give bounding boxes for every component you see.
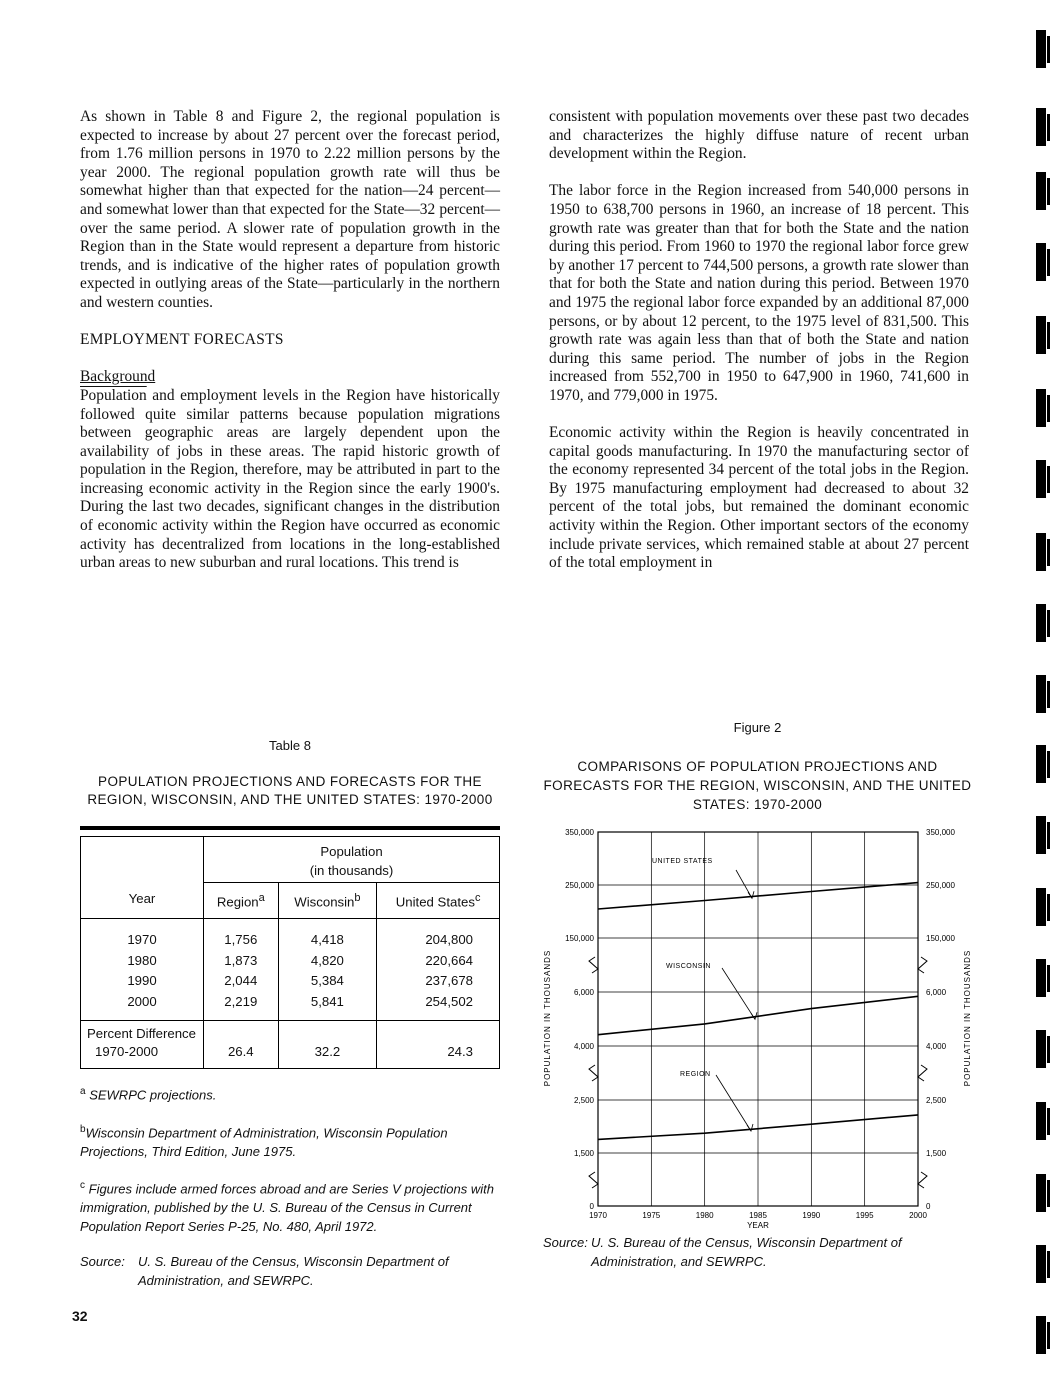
- population-chart: [530, 818, 980, 1228]
- table-row: [81, 971, 500, 992]
- percent-difference-label-line2: 1970-2000: [95, 1044, 159, 1060]
- source-label: Source:: [543, 1235, 588, 1250]
- population-table: [80, 836, 500, 1069]
- footnote-a: [80, 1083, 500, 1105]
- y-tick-label-right: 150,000: [926, 934, 955, 943]
- region-header-text: Region: [216, 894, 259, 910]
- paragraph-lead-word: Population: [80, 386, 147, 404]
- region-header: [204, 883, 279, 919]
- binding-mark: [1036, 1030, 1046, 1068]
- footnote-marker: c: [474, 892, 481, 905]
- y-axis-label-left: POPULATION IN THOUSANDS: [543, 949, 552, 1087]
- y-tick-label-left: 150,000: [565, 934, 594, 943]
- axis-break-mark: [918, 957, 927, 973]
- units-header: (in thousands): [309, 862, 394, 878]
- wisconsin-cell: 4,820: [278, 951, 377, 972]
- table-header-row: [81, 837, 500, 883]
- y-tick-label-right: 250,000: [926, 881, 955, 890]
- binding-mark: [1036, 604, 1046, 642]
- paragraph-body: and employment levels in the Region have historically followed quite similar patterns because population migrations between geographic areas are largely dependent upon the availability of jobs in these areas. The rapid historic growth of population in the Region, therefore, may be attributed in part to the increasing economic activity in the Region since the early 1900's. During the last two decades, significant changes in the distribution of economic activity within the Region have occurred as economic activity has decentralized from locations in the long-established urban areas to new suburban and rural locations. This trend is: [80, 386, 500, 572]
- region-cell: 1,873: [204, 951, 279, 972]
- series-label: REGION: [680, 1071, 711, 1078]
- footnote-c: [80, 1177, 500, 1236]
- x-tick-label: 1995: [855, 1211, 874, 1220]
- footnote-text: SEWRPC projections.: [89, 1087, 217, 1103]
- continuation-paragraph: consistent with population movements over these past two decades and characterizes the highly diffuse nature of recent urban development within the Region.: [549, 108, 969, 163]
- y-tick-label-left: 350,000: [565, 828, 594, 837]
- binding-mark: [1036, 1102, 1046, 1140]
- leader-arrowhead: [751, 1012, 757, 1019]
- figure-source: [543, 1233, 968, 1271]
- table-8: [80, 738, 500, 1290]
- y-tick-label-left: 250,000: [565, 881, 594, 890]
- section-heading: EMPLOYMENT FORECASTS: [80, 331, 284, 349]
- footnote-marker: b: [354, 892, 361, 905]
- x-tick-label: 1985: [749, 1211, 767, 1220]
- us-cell: 220,664: [377, 951, 500, 972]
- y-tick-label-left: 4,000: [573, 1042, 594, 1051]
- wisconsin-pct-cell: 32.2: [278, 1020, 377, 1068]
- table-label: Table 8: [269, 738, 311, 753]
- region-cell: 2,219: [204, 992, 279, 1020]
- footnote-text: Figures include armed forces abroad and are Series V projections with immigration, published by the U. S. Bureau of the Census in Current Population Report Series P-25, No. 480, April 1972.: [80, 1181, 494, 1234]
- x-tick-label: 1990: [802, 1211, 821, 1220]
- population-paragraph: As shown in Table 8 and Figure 2, the regional population is expected to increase by about 27 percent over the forecast period, from 1.76 million persons in 1970 to 2.22 million persons by the year 2000. The regional population growth rate will thus be somewhat higher than that expected for the nation—24 percent—and somewhat lower than that expected for the State—32 percent—over the same period. A slower rate of population growth in the Region than in the State would represent a departure from historic trends, and is indicative of the higher rates of population growth expected in outlying areas of the State—particularly in the northern and western counties.: [80, 108, 500, 311]
- year-cell: 1990: [81, 971, 204, 992]
- axis-break-mark: [589, 1065, 598, 1081]
- year-cell: 1970: [81, 919, 204, 951]
- binding-mark: [1036, 172, 1046, 210]
- table-title: POPULATION PROJECTIONS AND FORECASTS FOR THE REGION, WISCONSIN, AND THE UNITED STATES: 1970-2000: [87, 774, 493, 807]
- footnote-text: Wisconsin Department of Administration, Wisconsin Population Projections, Third Edition, June 1975.: [80, 1124, 448, 1159]
- wisconsin-header: [278, 883, 377, 919]
- wisconsin-cell: 5,384: [278, 971, 377, 992]
- us-header-text: United States: [395, 894, 475, 910]
- y-tick-label-right: 350,000: [926, 828, 955, 837]
- series-label-leader: [722, 968, 755, 1019]
- percent-difference-label-line1: Percent Difference: [87, 1025, 196, 1041]
- series-label: UNITED STATES: [652, 858, 713, 865]
- y-tick-label-left: 0: [589, 1202, 594, 1211]
- binding-mark: [1036, 108, 1046, 146]
- percent-difference-row: [81, 1020, 500, 1068]
- axis-break-mark: [589, 1172, 598, 1188]
- binding-mark: [1036, 888, 1046, 926]
- labor-force-paragraph: The labor force in the Region increased from 540,000 persons in 1950 to 638,700 persons in 1960, an increase of 18 percent. This growth rate was greater than that for both the State and the nation during this period. From 1960 to 1970 the regional labor force grew by another 17 percent to 744,500 persons, a growth rate slower than that for both the State and nation during this period. Between 1970 and 1975 the regional labor force expanded by an additional 87,000 persons, or by about 12 percent, to the 1975 level of 831,500. This growth rate was again less than that of both the State and nation during this same period. The number of jobs in the Region increased from 552,700 in 1950 to 647,900 in 1960, 741,600 in 1970, and 779,000 in 1975.: [549, 182, 969, 404]
- us-header: [377, 883, 500, 919]
- table-top-rule: [80, 826, 500, 830]
- table-row: [81, 951, 500, 972]
- axis-break-mark: [589, 957, 598, 973]
- binding-mark: [1036, 533, 1046, 571]
- y-tick-label-right: 6,000: [926, 988, 947, 997]
- y-tick-label-left: 1,500: [573, 1149, 594, 1158]
- us-cell: 254,502: [377, 992, 500, 1020]
- binding-mark: [1036, 745, 1046, 783]
- subsection-heading: Background: [80, 368, 156, 386]
- x-tick-label: 1975: [642, 1211, 661, 1220]
- series-label: WISCONSIN: [666, 963, 711, 970]
- y-tick-label-right: 1,500: [926, 1149, 947, 1158]
- population-header: Population: [320, 844, 383, 859]
- background-paragraph: [80, 387, 500, 573]
- binding-mark: [1036, 460, 1046, 498]
- binding-mark: [1036, 243, 1046, 281]
- economic-activity-paragraph: Economic activity within the Region is heavily concentrated in capital goods manufacturing. In 1970 the manufacturing sector of the economy represented 34 percent of the total jobs in the Region. By 1975 manufacturing employment had decreased to about 32 percent of the total jobs, but remained the dominant economic activity within the Region. Other important sectors of the economy include private services, which remained stable at about 27 percent of the total employment in: [549, 424, 969, 572]
- region-cell: 1,756: [204, 919, 279, 951]
- left-text-column: [80, 108, 500, 591]
- axis-break-mark: [918, 1065, 927, 1081]
- wisconsin-cell: 4,418: [278, 919, 377, 951]
- region-pct-cell: 26.4: [204, 1020, 279, 1068]
- figure-label: Figure 2: [733, 720, 782, 735]
- figure-title: COMPARISONS OF POPULATION PROJECTIONS AND FORECASTS FOR THE REGION, WISCONSIN, AND THE UNITED STATES: 1970-2000: [543, 759, 972, 812]
- source-label: Source:: [80, 1254, 125, 1270]
- percent-difference-label: [81, 1020, 204, 1068]
- table-row: [81, 919, 500, 951]
- region-cell: 2,044: [204, 971, 279, 992]
- page-number: 32: [72, 1308, 88, 1324]
- year-cell: 2000: [81, 992, 204, 1020]
- x-axis-label: YEAR: [747, 1221, 769, 1230]
- us-cell: 237,678: [377, 971, 500, 992]
- year-header: Year: [81, 837, 204, 919]
- population-group-header: [204, 837, 500, 883]
- binding-mark: [1036, 816, 1046, 854]
- binding-mark: [1036, 316, 1046, 354]
- x-tick-label: 2000: [909, 1211, 927, 1220]
- series-label-leader: [716, 1075, 751, 1131]
- y-tick-label-right: 4,000: [926, 1042, 947, 1051]
- footnote-b: [80, 1121, 500, 1162]
- binding-mark: [1036, 675, 1046, 713]
- figure-2: [535, 720, 980, 824]
- binding-mark: [1036, 389, 1046, 427]
- footnote-marker: b: [80, 1123, 86, 1135]
- binding-mark: [1036, 30, 1046, 68]
- right-text-column: [549, 108, 969, 591]
- table-source: [80, 1252, 500, 1290]
- binding-mark: [1036, 1174, 1046, 1212]
- y-axis-label-right: POPULATION IN THOUSANDS: [963, 949, 972, 1087]
- y-tick-label-left: 6,000: [573, 988, 594, 997]
- binding-mark: [1036, 1245, 1046, 1283]
- x-tick-label: 1970: [589, 1211, 607, 1220]
- source-text: U. S. Bureau of the Census, Wisconsin Department of Administration, and SEWRPC.: [591, 1235, 902, 1269]
- binding-mark: [1036, 959, 1046, 997]
- footnote-marker: c: [80, 1180, 85, 1192]
- x-tick-label: 1980: [695, 1211, 714, 1220]
- table-row: [81, 992, 500, 1020]
- us-cell: 204,800: [377, 919, 500, 951]
- binding-mark: [1036, 1316, 1046, 1354]
- axis-break-mark: [918, 1172, 927, 1188]
- us-pct-cell: 24.3: [377, 1020, 500, 1068]
- y-tick-label-right: 0: [926, 1202, 931, 1211]
- wisconsin-header-text: Wisconsin: [294, 894, 355, 910]
- y-tick-label-right: 2,500: [926, 1096, 947, 1105]
- source-text: U. S. Bureau of the Census, Wisconsin Department of Administration, and SEWRPC.: [138, 1254, 449, 1289]
- year-cell: 1980: [81, 951, 204, 972]
- y-tick-label-left: 2,500: [573, 1096, 594, 1105]
- wisconsin-cell: 5,841: [278, 992, 377, 1020]
- footnote-marker: a: [80, 1085, 86, 1097]
- footnote-marker: a: [258, 892, 265, 905]
